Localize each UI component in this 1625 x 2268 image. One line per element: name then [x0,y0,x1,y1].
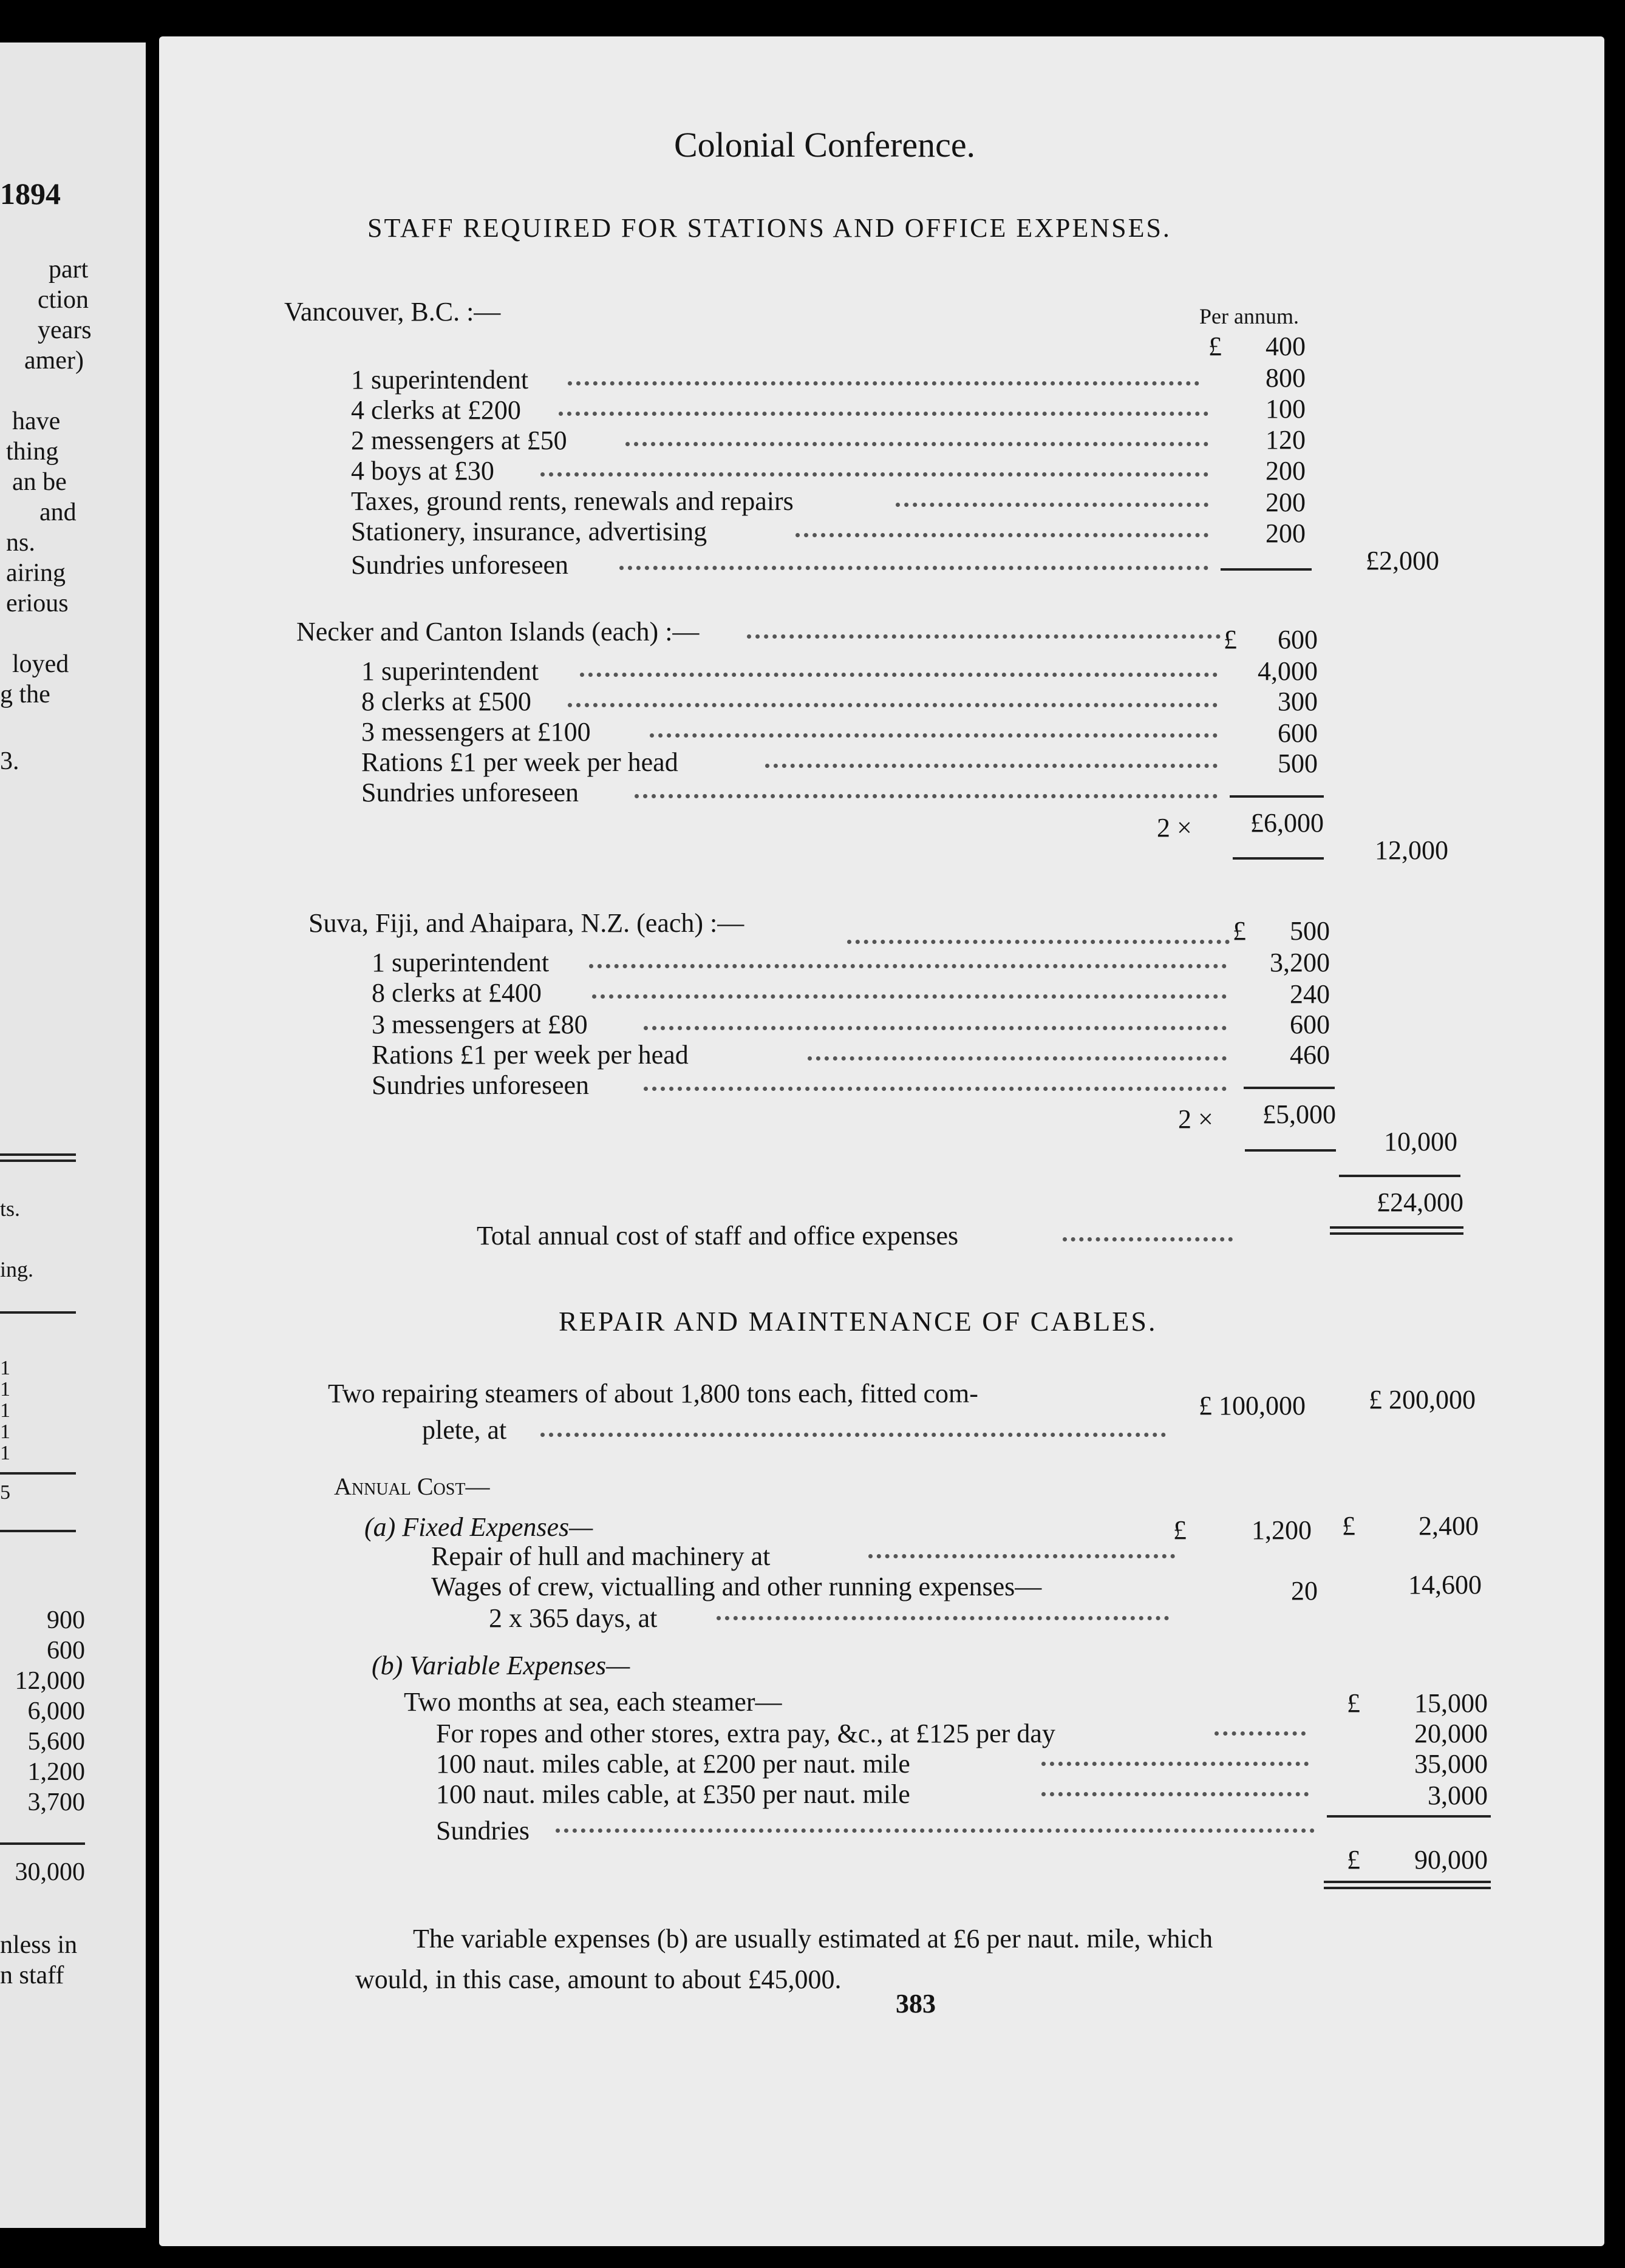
dot-leader [568,703,1218,707]
left-page-rule [0,1530,76,1532]
dot-leader [589,964,1227,968]
line-item-label: 1 superintendent [372,948,550,977]
page-number: 383 [896,1989,936,2018]
left-page-line: ns. [6,529,35,557]
line-item-amount: 240 [1290,979,1330,1009]
left-page-line: ction [38,286,89,314]
suva-title: Suva, Fiji, and Ahaipara, N.Z. (each) :— [308,908,744,938]
dot-leader [644,1026,1227,1030]
line-item-amount: 120 [1266,425,1306,455]
wages-unit-cost: 20 [1291,1576,1318,1606]
dot-leader [592,994,1227,999]
line-item-label: 3 messengers at £100 [361,717,591,747]
left-page-line: airing [6,559,66,587]
dot-leader [847,940,1230,944]
dot-leader [540,1433,1166,1437]
variable-total-double-rule [1324,1881,1491,1889]
line-item-amount: 100 [1266,394,1306,424]
multiplier: 2 × [1157,813,1192,843]
left-page-line: ing. [0,1257,34,1282]
line-item-label: 2 messengers at £50 [351,426,567,455]
line-item-label: 3 messengers at £80 [372,1010,588,1039]
section-total: £2,000 [1366,546,1439,575]
line-item-amount: 3,200 [1270,948,1330,977]
line-item-label: For ropes and other stores, extra pay, &c., at £125 per day [436,1719,1055,1748]
left-page-amount: 5,600 [27,1728,85,1756]
section-total: 12,000 [1375,835,1448,865]
currency-symbol: £ [1342,1511,1355,1541]
line-item-amount: 500 [1278,749,1318,778]
left-page-number: 1 [0,1442,10,1464]
currency-symbol: £ [1233,916,1246,946]
line-item-amount: 3,000 [1428,1781,1488,1810]
left-page-amount: 600 [47,1637,85,1665]
dot-leader [580,673,1218,677]
left-page-line: erious [6,589,69,617]
dot-leader [1214,1731,1306,1736]
line-item-label: 1 superintendent [351,365,529,395]
dot-leader [1041,1762,1309,1766]
line-item-amount: 200 [1266,456,1306,486]
line-item-amount: 300 [1278,687,1318,716]
left-page-rule [0,1153,76,1162]
steamers-description: Two repairing steamers of about 1,800 tons each, fitted com- [328,1379,978,1408]
note-line: would, in this case, amount to about £45,000. [355,1964,842,1994]
multiplier: 2 × [1178,1104,1213,1134]
line-item-label: Sundries unforeseen [351,550,569,580]
variable-expenses-heading: (b) Variable Expenses— [372,1651,630,1680]
currency-symbol: £ [1224,625,1237,654]
wages-description-cont: 2 x 365 days, at [489,1603,658,1633]
dot-leader [795,533,1208,537]
left-page-rule [0,1472,76,1475]
line-item-amount: 200 [1266,518,1306,548]
dot-leader [747,634,1221,639]
line-item-label: Taxes, ground rents, renewals and repairs [351,486,794,516]
total-rule [1339,1175,1460,1177]
per-annum-label: Per annum. [1199,304,1299,328]
subtotal-rule [1244,1087,1335,1089]
dot-leader [568,381,1199,385]
left-page-number: 1 [0,1399,10,1422]
dot-leader [1041,1792,1309,1796]
dot-leader [650,733,1218,738]
line-item-label: Sundries [436,1816,530,1845]
page-title: Colonial Conference. [674,125,976,165]
dot-leader [635,794,1218,798]
line-item-amount: 600 [1278,625,1318,654]
line-item-amount: 500 [1290,916,1330,946]
line-item-label: Sundries unforeseen [372,1070,590,1100]
section-heading-repair: REPAIR AND MAINTENANCE OF CABLES. [559,1306,1157,1337]
line-item-amount: 4,000 [1258,656,1318,686]
line-item-amount: 460 [1290,1040,1330,1070]
left-page-amount: 30,000 [15,1858,85,1886]
fixed-expenses-heading: (a) Fixed Expenses— [364,1512,593,1542]
total-rule [1327,1815,1491,1818]
left-page-line: an be [12,468,67,496]
dot-leader [896,503,1208,507]
left-page-amount: 900 [47,1606,85,1634]
left-page-number: 1 [0,1357,10,1379]
dot-leader [619,566,1208,570]
currency-symbol: £ [1347,1688,1360,1718]
steamers-total-cost: £ 200,000 [1369,1385,1476,1414]
wages-total-cost: 14,600 [1408,1570,1482,1600]
left-page-amount: 3,700 [27,1788,85,1816]
left-page-line: nless in [0,1931,78,1959]
line-item-label: Repair of hull and machinery at [431,1541,771,1571]
variable-intro: Two months at sea, each steamer— [404,1687,782,1717]
line-item-label: 100 naut. miles cable, at £350 per naut. mile [436,1779,910,1809]
annual-cost-heading: Annual Cost— [334,1473,490,1500]
line-item-amount: 800 [1266,363,1306,393]
dot-leader [540,472,1208,477]
dot-leader [808,1056,1227,1061]
line-item-label: 1 superintendent [361,656,539,686]
left-page-number: 1 [0,1378,10,1401]
left-page-line: part [49,256,89,284]
subtotal-rule [1221,568,1312,571]
line-item-label: 4 boys at £30 [351,456,494,486]
left-page-line: amer) [24,347,84,375]
left-page-rule [0,1311,76,1314]
left-page-line: and [39,498,77,526]
dot-leader [559,412,1208,416]
left-page-line: have [12,407,61,435]
subtotal-amount: £6,000 [1250,808,1324,838]
subtotal-rule [1245,1149,1336,1152]
grand-total-double-rule [1330,1226,1463,1235]
line-item-amount: 600 [1278,718,1318,748]
currency-symbol: £ [1173,1515,1187,1545]
hull-total-cost: 2,400 [1419,1511,1479,1541]
grand-total-label: Total annual cost of staff and office expenses [477,1221,959,1251]
line-item-amount: 400 [1266,331,1306,361]
line-item-label: Rations £1 per week per head [372,1040,689,1070]
subtotal-rule [1230,795,1324,798]
dot-leader [765,764,1218,768]
line-item-label: Sundries unforeseen [361,778,579,807]
line-item-label: 8 clerks at £500 [361,687,531,716]
subtotal-amount: £5,000 [1262,1099,1336,1129]
note-line: The variable expenses (b) are usually estimated at £6 per naut. mile, which [413,1924,1213,1954]
left-page-number: 1 [0,1421,10,1443]
line-item-amount: 200 [1266,487,1306,517]
left-page-line: g the [0,681,50,708]
dot-leader [1063,1237,1233,1241]
line-item-label: Stationery, insurance, advertising [351,517,707,546]
left-page-line: ts. [0,1197,21,1221]
line-item-label: 4 clerks at £200 [351,395,521,425]
left-page-rule [0,1842,85,1845]
left-page-line: thing [6,438,59,466]
necker-title: Necker and Canton Islands (each) :— [296,617,700,647]
steamers-description-cont: plete, at [422,1415,507,1445]
line-item-label: 100 naut. miles cable, at £200 per naut. mile [436,1749,910,1779]
hull-unit-cost: 1,200 [1252,1515,1312,1545]
vancouver-title: Vancouver, B.C. :— [284,297,501,327]
left-page-amount: 1,200 [27,1758,85,1786]
line-item-label: 8 clerks at £400 [372,978,542,1008]
steamers-unit-cost: £ 100,000 [1199,1391,1306,1421]
line-item-label: Rations £1 per week per head [361,747,678,777]
dot-leader [644,1087,1227,1091]
dot-leader [556,1828,1315,1833]
left-page-line: loyed [12,650,69,678]
left-page-amount: 6,000 [27,1697,85,1725]
left-page-line: 3. [0,747,19,775]
left-page-year: 1894 [0,177,61,211]
currency-symbol: £ [1347,1845,1360,1875]
variable-total: 90,000 [1414,1845,1488,1875]
line-item-amount: 15,000 [1414,1688,1488,1718]
dot-leader [717,1616,1169,1620]
section-total: 10,000 [1384,1127,1457,1156]
dot-leader [868,1554,1175,1558]
section-heading-staff: STAFF REQUIRED FOR STATIONS AND OFFICE EXPENSES. [367,213,1171,243]
grand-total-amount: £24,000 [1377,1187,1463,1217]
subtotal-rule [1233,857,1324,860]
wages-description: Wages of crew, victualling and other running expenses— [431,1572,1042,1601]
adjacent-page [0,42,146,2228]
left-page-amount: 12,000 [15,1667,85,1695]
left-page-line: n staff [0,1961,64,1989]
line-item-amount: 600 [1290,1010,1330,1039]
line-item-amount: 35,000 [1414,1749,1488,1779]
left-page-line: years [38,316,92,344]
dot-leader [625,442,1208,446]
line-item-amount: 20,000 [1414,1719,1488,1748]
currency-symbol: £ [1208,331,1222,361]
left-page-number: 5 [0,1481,10,1504]
